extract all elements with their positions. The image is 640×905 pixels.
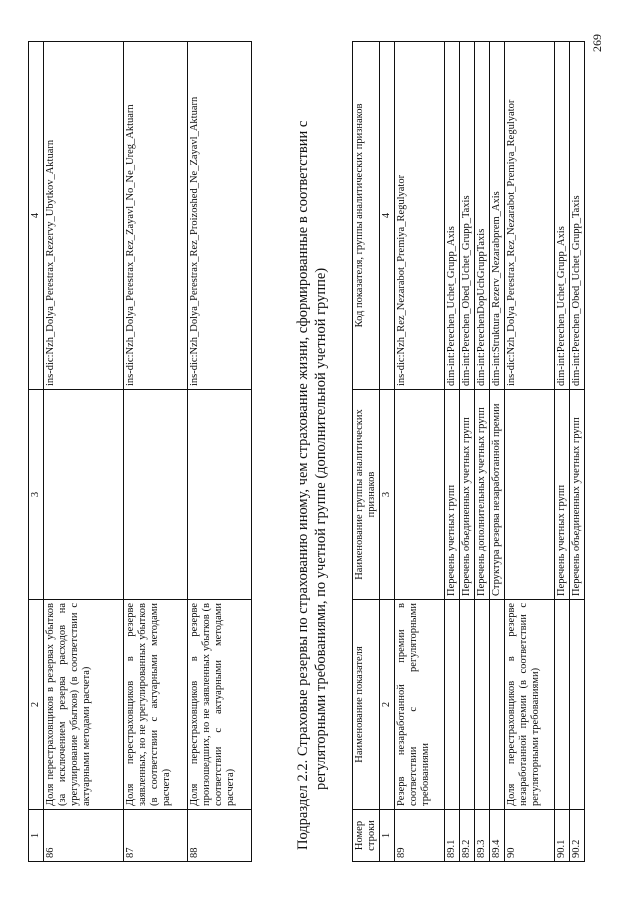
bottom-table <box>352 41 585 862</box>
row-number: 90 <box>505 810 555 862</box>
group-name: Перечень учетных групп <box>555 390 570 600</box>
col-number-3: 3 <box>380 390 395 600</box>
indicator-code: ins-dic:Nzh_Rez_Nezarabot_Premiya_Regulyator <box>395 42 445 390</box>
col-header-indicator-code: Код показателя, группы аналитических признаков <box>353 42 380 390</box>
group-name: Перечень объединенных учетных групп <box>570 390 585 600</box>
indicator-name <box>475 600 490 810</box>
indicator-code: dim-int:Perechen_Obed_Uchet_Grupp_Taxis <box>570 42 585 390</box>
table-row <box>490 42 505 862</box>
section-heading-line1: Подраздел 2.2. Страховые резервы по страхованию иному, чем страхование жизни, сформированные в соответствии с <box>295 120 311 850</box>
indicator-code: dim-int:Perechen_Obed_Uchet_Grupp_Taxis <box>460 42 475 390</box>
indicator-name: Доля перестраховщиков в резерве заявленных, но не урегулированных убытков (в соответствии с актуарными методами расчета) <box>124 600 188 810</box>
table-row <box>505 42 555 862</box>
table-row <box>460 42 475 862</box>
row-number: 89.1 <box>445 810 460 862</box>
row-number: 88 <box>188 810 252 862</box>
indicator-code: ins-dic:Nzh_Dolya_Perestrax_Rez_Proizoshed_Ne_Zayavl_Aktuarn <box>188 42 252 390</box>
bottom-table-header-row <box>353 42 380 862</box>
top-col-number-1: 1 <box>29 810 44 862</box>
indicator-name <box>570 600 585 810</box>
group-name: Перечень объединенных учетных групп <box>460 390 475 600</box>
row-number: 86 <box>44 810 124 862</box>
row-number: 90.1 <box>555 810 570 862</box>
group-name: Перечень учетных групп <box>445 390 460 600</box>
table-row <box>555 42 570 862</box>
indicator-code: dim-int:PerechenDopUchGruppTaxis <box>475 42 490 390</box>
indicator-name: Доля перестраховщиков в резерве произошедших, но не заявленных убытков (в соответствии с актуарными методами расчета) <box>188 600 252 810</box>
row-number: 87 <box>124 810 188 862</box>
col-header-group-name: Наименование группы аналитических признаков <box>353 390 380 600</box>
indicator-name: Доля перестраховщиков в резерве незаработанной премии (в соответствии с регуляторными требованиями) <box>505 600 555 810</box>
indicator-code: ins-dic:Nzh_Dolya_Perestrax_Rezervy_Ubytkov_Aktuarn <box>44 42 124 390</box>
group-name <box>395 390 445 600</box>
group-name <box>124 390 188 600</box>
table-row <box>188 42 252 862</box>
row-number: 89.3 <box>475 810 490 862</box>
indicator-code: dim-int:Perechen_Uchet_Grupp_Axis <box>555 42 570 390</box>
indicator-code: dim-int:Struktura_Rezerv_Nezarabprem_Axis <box>490 42 505 390</box>
row-number: 90.2 <box>570 810 585 862</box>
indicator-name <box>490 600 505 810</box>
indicator-code: ins-dic:Nzh_Dolya_Perestrax_Rez_Nezarabot_Premiya_Regulyator <box>505 42 555 390</box>
rotated-page-content <box>20 30 610 870</box>
group-name <box>505 390 555 600</box>
group-name: Перечень дополнительных учетных групп <box>475 390 490 600</box>
top-table <box>28 41 252 862</box>
top-col-number-3: 3 <box>29 390 44 600</box>
page-number: 269 <box>590 34 604 52</box>
bottom-table-number-row <box>380 42 395 862</box>
col-number-4: 4 <box>380 42 395 390</box>
group-name: Структура резерва незаработанной премии <box>490 390 505 600</box>
table-row <box>570 42 585 862</box>
top-col-number-4: 4 <box>29 42 44 390</box>
row-number: 89.4 <box>490 810 505 862</box>
section-heading-line2: регуляторными требованиями, по учетной группе (дополнительной учетной группе) <box>313 267 329 790</box>
indicator-name <box>445 600 460 810</box>
indicator-name: Резерв незаработанной премии в соответствии с регуляторными требованиями <box>395 600 445 810</box>
indicator-name <box>460 600 475 810</box>
indicator-name: Доля перестраховщиков в резервах убытков (за исключением резерва расходов на урегулирование убытков) (в соответствии с актуарными методами расчета) <box>44 600 124 810</box>
col-number-2: 2 <box>380 600 395 810</box>
col-header-indicator-name: Наименование показателя <box>353 600 380 810</box>
row-number: 89.2 <box>460 810 475 862</box>
indicator-name <box>555 600 570 810</box>
group-name <box>188 390 252 600</box>
table-row <box>44 42 124 862</box>
table-row <box>475 42 490 862</box>
row-number: 89 <box>395 810 445 862</box>
table-row <box>395 42 445 862</box>
indicator-code: ins-dic:Nzh_Dolya_Perestrax_Rez_Zayavl_No_Ne_Ureg_Aktuarn <box>124 42 188 390</box>
col-header-row-number: Номер строки <box>353 810 380 862</box>
table-row <box>445 42 460 862</box>
top-table-header-row <box>29 42 44 862</box>
col-number-1: 1 <box>380 810 395 862</box>
section-heading <box>294 50 330 850</box>
top-col-number-2: 2 <box>29 600 44 810</box>
indicator-code: dim-int:Perechen_Uchet_Grupp_Axis <box>445 42 460 390</box>
table-row <box>124 42 188 862</box>
group-name <box>44 390 124 600</box>
